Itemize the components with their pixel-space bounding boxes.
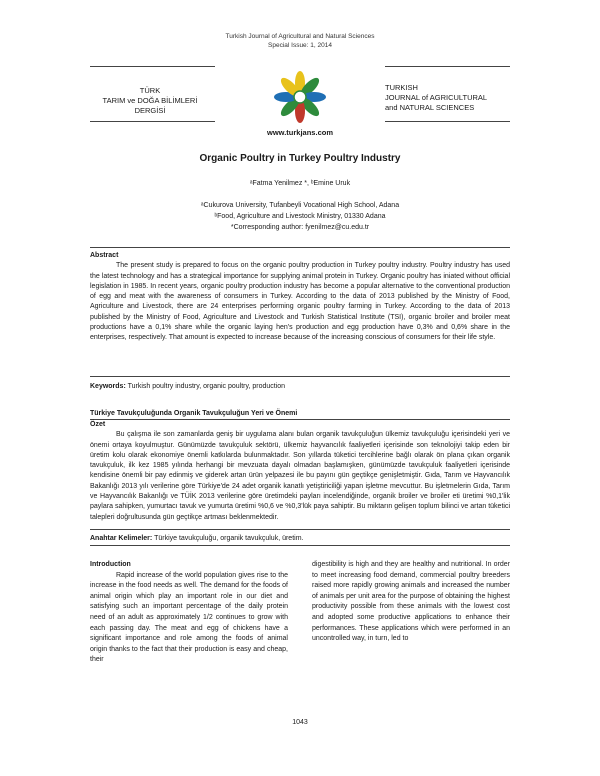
page-number: 1043: [292, 719, 308, 726]
journal-title-en-line-2: JOURNAL of AGRICULTURAL: [385, 93, 488, 102]
journal-issue: Special Issue: 1, 2014: [268, 42, 332, 49]
journal-logo-icon: [264, 63, 336, 127]
body-left-column: [90, 560, 288, 666]
abstract-section: [90, 251, 510, 344]
journal-title-en-line-1: TURKISH: [385, 83, 418, 92]
body-right-column: [312, 560, 510, 645]
journal-title-tr-line-1: TÜRK: [139, 86, 161, 95]
article-affiliations: [0, 200, 600, 233]
header-rule-right-bottom: [385, 121, 510, 122]
introduction-heading: Introduction: [90, 561, 131, 568]
turkish-title: Türkiye Tavukçuluğunda Organik Tavukçuluğun Yeri ve Önemi: [90, 410, 298, 417]
header-rule-left-bottom: [90, 121, 215, 122]
journal-title-english: [385, 83, 505, 113]
turkish-keywords-line: [90, 534, 510, 544]
keywords-line: [90, 382, 510, 392]
turkish-keywords-label: Anahtar Kelimeler:: [90, 535, 153, 542]
journal-title-en-line-3: and NATURAL SCIENCES: [385, 103, 475, 112]
introduction-text-right: digestibility is high and they are healthy and nutritional. In order to meet increasing food demand, commercial poultry breeders raised more rapidly growing animals and increased the number of animals per unit area for the purpose of obtaining the highest productivity possible from these animals with the lowest cost and adopted some productive applications to enhance their performances. These applications which were performed in an uncontrolled way, in turn, led to: [312, 561, 510, 643]
ozet-text: Bu çalışma ile son zamanlarda geniş bir uygulama alanı bulan organik tavukçuluğun ülkemiz tavukçuluğu içerisindeki yeri ve önemi ortaya koyulmuştur. Günümüzde tavukçuluk sektörü, ülkemiz hayvancılık faaliyetleri içerisinde son teknolojiyi takip eden bir üretim kolu olarak ekonomiye önemli katkılarda bulunmaktadır. Son yıllarda tüketici tercihlerine bağlı olarak ön plana çıkan organik tavukçuluk, ilk kez 1985 yılında herhangi bir mevzuata dayalı olmadan başlamışken, günümüzde tavukçuluk faaliyetleri içerisinde kendisine önemli bir pay edinmiş ve giderek artan ürün yelpazesi ile bu payını gün geçtikçe genişletmiştir. Gıda, Tarım ve Hayvancılık Bakanlığı 2013 yılı verilerine göre Türkiye'de 24 adet organik kanatlı yetiştiriciliği yapan işletme mevcuttur. Bu işletmelerin Gıda, Tarım ve Hayvancılık Bakanlığı ve TÜİK 2013 verilerine göre üretimdeki payları incelendiğinde, organik broiler ve broiler eti üretimi %0,1'lik paylara sahipken, yumurtacı tavuk ve yumurta üretimi %0,6 ve %0,3'lük paya sahiptir. Bu miktarın gelişen toplum bilinci ve artan tüketici talepleri doğrultusunda gün geçtikçe artması beklenmektedir.: [90, 431, 510, 521]
journal-title-turkish: [90, 86, 210, 116]
turkish-rule-bottom: [90, 529, 510, 530]
article-authors: ᵃFatma Yenilmez *, ᵇEmine Uruk: [249, 180, 351, 187]
affiliation-b: ᵇFood, Agriculture and Livestock Ministry, 01330 Adana: [214, 213, 386, 220]
turkish-keywords-text: Türkiye tavukçuluğu, organik tavukçuluk, üretim.: [154, 535, 304, 542]
journal-title-tr-line-2: TARIM ve DOĞA BİLİMLERİ: [102, 96, 198, 105]
affiliation-a: ᵃCukurova University, Tufanbeyli Vocational High School, Adana: [200, 202, 400, 209]
journal-website-link[interactable]: www.turkjans.com: [267, 128, 333, 137]
keywords-text: Turkish poultry industry, organic poultry, production: [127, 383, 286, 390]
logo-center: [294, 91, 306, 103]
abstract-text: The present study is prepared to focus on the organic poultry production in Turkey poultry industry. Poultry industry has used the latest technology and has a strategical importance for supplying animal protein in Turkey. Organic poultry has iniated without official legislation in 1985. In recent years, organic poultry production industry has become a popular alternative to the conventional production of egg and meat with the awareness of consumers in Turkey. According to the data of 2013 published by the Ministry of Food, Agriculture and Livestock, there are 24 enterprises performing organic poultry farming in Turkey. According to the data of 2013 published by the Ministry of Food, Agriculture and Livestock and Turkish Statistical Institute (TSI), organic broiler and broiler meat productions have a 0,1% share while the organic laying hen's production and egg production have 0,3% and 0,6% share in the enterprises, respectively. That amount is expected to increase because of the increasing conscious of consumers for their life style.: [90, 262, 510, 342]
ozet-section: [90, 420, 510, 523]
header-rule-right-top: [385, 66, 510, 67]
keywords-label: Keywords:: [90, 383, 126, 390]
header-rule-left-top: [90, 66, 215, 67]
corresponding-author: *Corresponding author: fyenilmez@cu.edu.tr: [230, 224, 370, 231]
turkish-section: [90, 409, 510, 419]
abstract-rule-top: [90, 247, 510, 248]
journal-title-tr-line-3: DERGİSİ: [134, 106, 166, 115]
keywords-rule: [90, 545, 510, 546]
abstract-rule-bottom: [90, 376, 510, 377]
journal-name: Turkish Journal of Agricultural and Natural Sciences: [225, 33, 375, 40]
abstract-heading: Abstract: [90, 252, 119, 259]
article-title: Organic Poultry in Turkey Poultry Industry: [199, 153, 401, 164]
introduction-text-left: Rapid increase of the world population gives rise to the increase in the food needs as well. The demand for the foods of animal origin which play an important role in our diet and satisfying such an important percentage of the daily protein need of an adult as approximately 1/2 continues to grow with each passing day. The meat and egg of chickens have a significant importance and role among the foods of animal origin thanks to the fact that their production is easy and cheap, their: [90, 571, 288, 664]
ozet-heading: Özet: [90, 421, 106, 428]
